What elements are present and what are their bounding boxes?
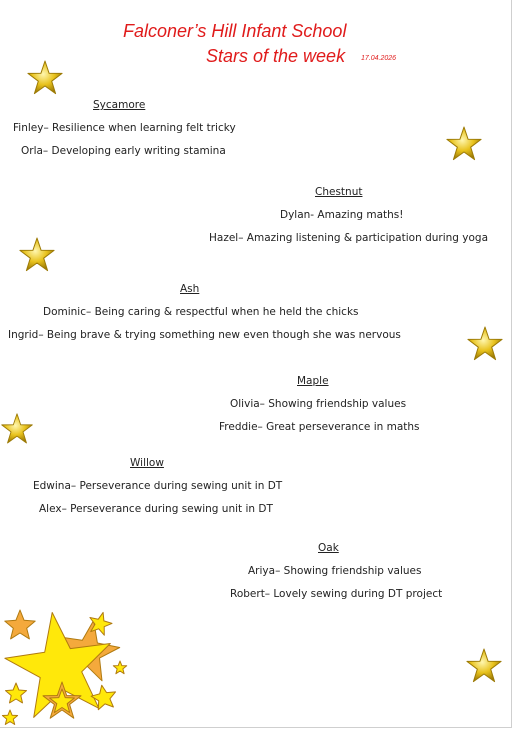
gold-star-shape (20, 238, 54, 271)
school-name-title: Falconer’s Hill Infant School (123, 21, 347, 41)
gold-star-shape (28, 61, 62, 94)
list-item: Robert– Lovely sewing during DT project (230, 588, 443, 600)
page-subtitle: Stars of the week (206, 46, 346, 66)
class-heading-sycamore: Sycamore (93, 99, 146, 111)
cluster-star-small-orange (5, 610, 35, 639)
list-item: Ingrid– Being brave & trying something new even though she was nervous (8, 329, 401, 341)
gold-star-icon (445, 125, 483, 163)
gold-star-shape (467, 649, 501, 682)
list-item: Finley– Resilience when learning felt tricky (13, 122, 236, 134)
class-heading-maple: Maple (297, 375, 329, 387)
gold-star-shape (468, 327, 502, 360)
list-item: Ariya– Showing friendship values (248, 565, 422, 577)
gold-star-shape (2, 414, 33, 443)
gold-star-icon (0, 410, 34, 448)
gold-star-icon (26, 59, 64, 97)
list-item: Edwina– Perseverance during sewing unit in DT (33, 480, 283, 492)
gold-star-shape (447, 127, 481, 160)
list-item: Hazel– Amazing listening & participation during yoga (209, 232, 489, 244)
cluster-star-tiny-yellow (113, 661, 126, 674)
list-item: Dominic– Being caring & respectful when he held the chicks (43, 306, 359, 318)
list-item: Orla– Developing early writing stamina (21, 145, 226, 157)
list-item: Dylan- Amazing maths! (280, 209, 404, 221)
gold-star-icon (465, 647, 503, 685)
cluster-star-small-yellow (6, 683, 27, 703)
list-item: Alex– Perseverance during sewing unit in DT (39, 503, 273, 515)
gold-star-icon (466, 325, 504, 363)
class-heading-chestnut: Chestnut (315, 186, 363, 198)
class-heading-ash: Ash (180, 283, 200, 295)
list-item: Freddie– Great perseverance in maths (219, 421, 420, 433)
class-heading-willow: Willow (130, 457, 164, 469)
class-heading-oak: Oak (318, 542, 339, 554)
gold-star-icon (18, 236, 56, 274)
cluster-star-tiny-yellow (2, 710, 17, 725)
star-cluster-icon (0, 602, 128, 726)
date-label: 17.04.2026 (361, 55, 397, 62)
list-item: Olivia– Showing friendship values (230, 398, 407, 410)
